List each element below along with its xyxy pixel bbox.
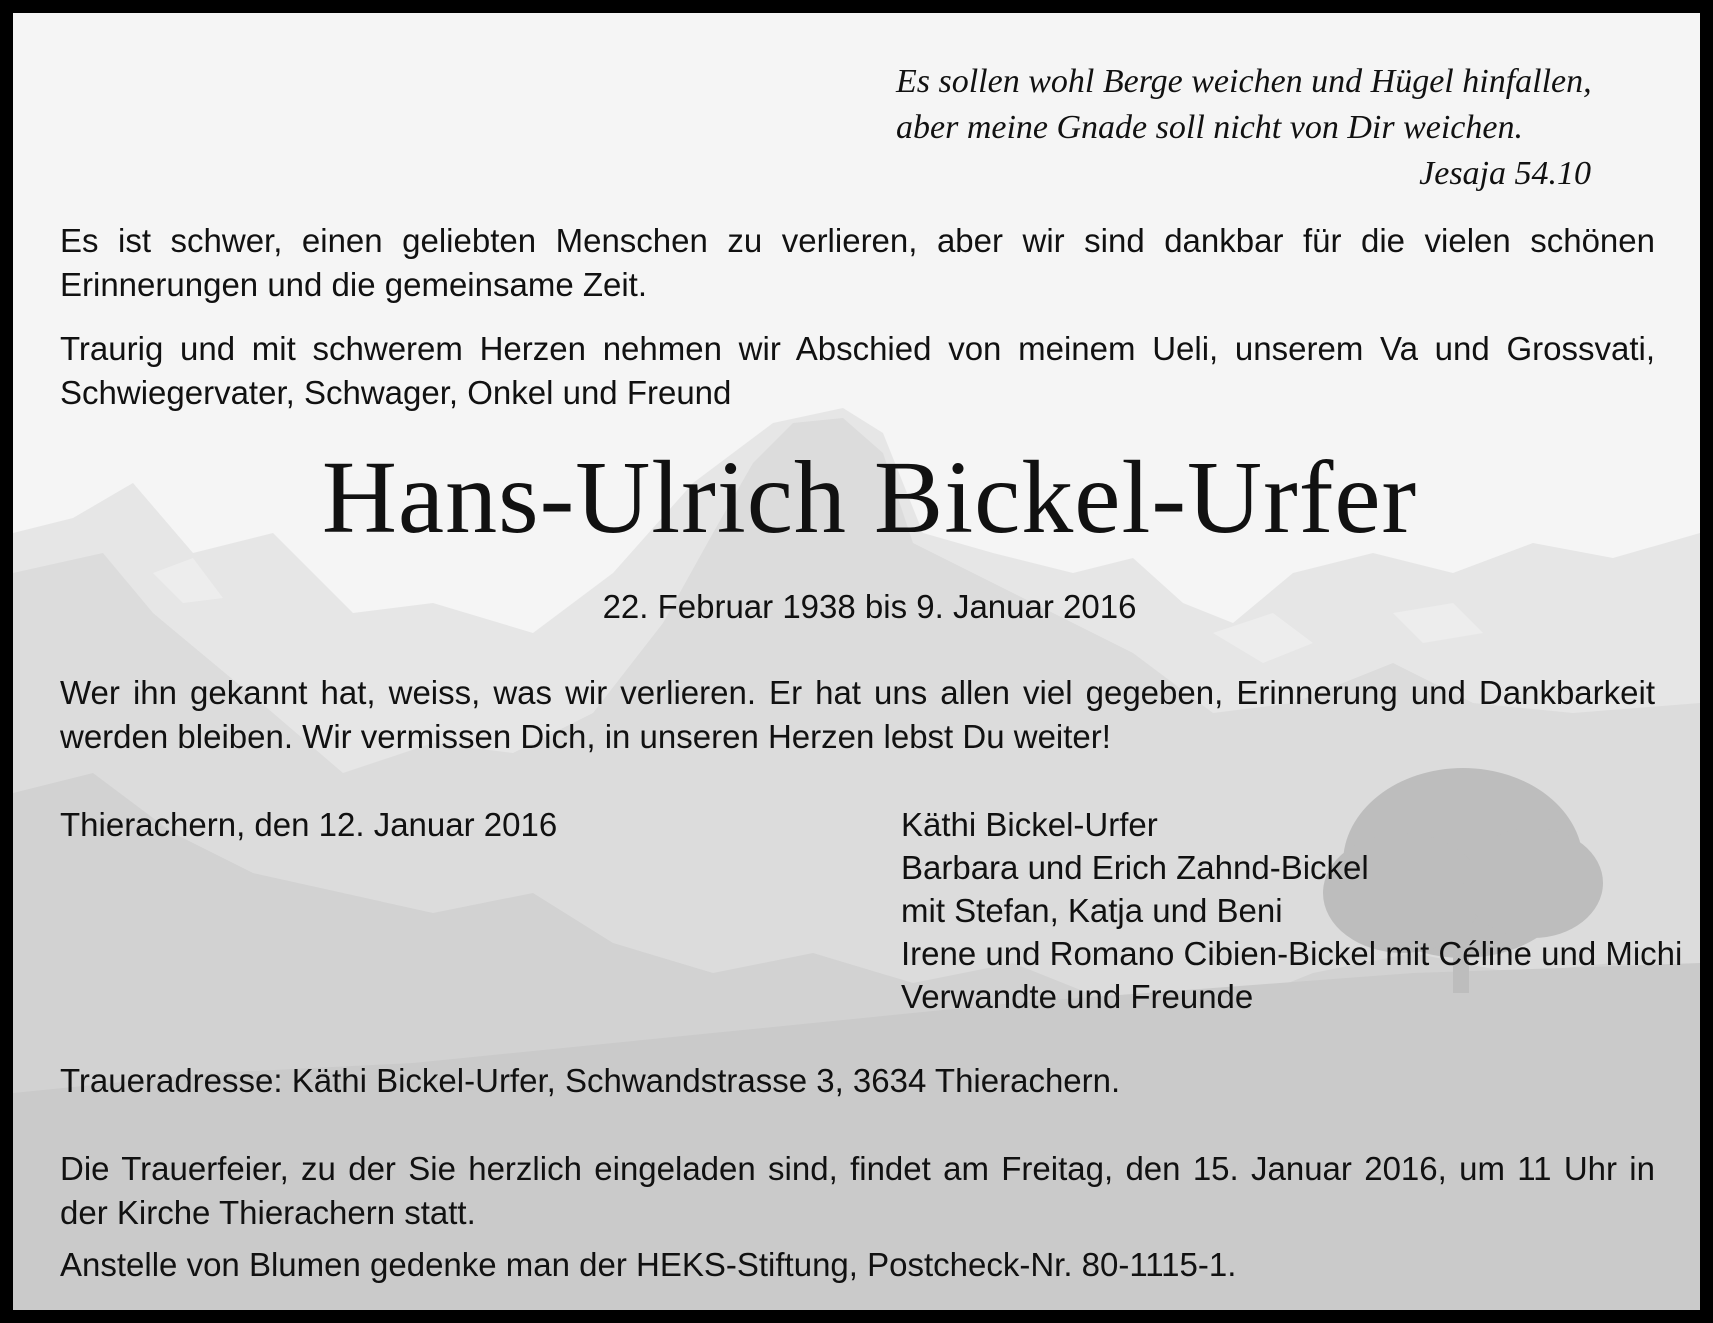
mourner-line: Barbara und Erich Zahnd-Bickel (901, 849, 1369, 886)
mourners-list (901, 803, 1682, 1018)
mourner-line: Verwandte und Freunde (901, 978, 1254, 1015)
life-dates: 22. Februar 1938 bis 9. Januar 2016 (602, 588, 1137, 625)
verse-line-1: Es sollen wohl Berge weichen und Hügel hinfallen, (896, 63, 1592, 100)
bible-verse (896, 59, 1596, 197)
mourner-line: mit Stefan, Katja und Beni (901, 892, 1283, 929)
farewell-paragraph: Traurig und mit schwerem Herzen nehmen wir Abschied von meinem Ueli, unserem Va und Grossvati, Schwiegervater, Schwager, Onkel und Freund (60, 330, 1655, 411)
deceased-name: Hans-Ulrich Bickel-Urfer (321, 440, 1418, 555)
donation-info: Anstelle von Blumen gedenke man der HEKS-Stiftung, Postcheck-Nr. 80-1115-1. (60, 1246, 1237, 1283)
mountain-landscape-background (13, 13, 1700, 1310)
verse-line-2: aber meine Gnade soll nicht von Dir weichen. (896, 109, 1523, 146)
funeral-info: Die Trauerfeier, zu der Sie herzlich eingeladen sind, findet am Freitag, den 15. Januar 2016, um 11 Uhr in der Kirche Thierachern statt. (60, 1150, 1655, 1231)
intro-paragraph: Es ist schwer, einen geliebten Menschen zu verlieren, aber wir sind dankbar für die vielen schönen Erinnerungen und die gemeinsame Zeit. (60, 222, 1655, 303)
mourning-address: Traueradresse: Käthi Bickel-Urfer, Schwandstrasse 3, 3634 Thierachern. (60, 1062, 1121, 1099)
place-and-date: Thierachern, den 12. Januar 2016 (60, 806, 558, 843)
mourner-line: Käthi Bickel-Urfer (901, 806, 1158, 843)
mourner-line: Irene und Romano Cibien-Bickel mit Céline und Michi (901, 935, 1683, 972)
verse-reference: Jesaja 54.10 (1419, 155, 1591, 192)
remembrance-paragraph: Wer ihn gekannt hat, weiss, was wir verlieren. Er hat uns allen viel gegeben, Erinnerung und Dankbarkeit werden bleiben. Wir vermissen Dich, in unseren Herzen lebst Du weiter! (60, 674, 1655, 755)
